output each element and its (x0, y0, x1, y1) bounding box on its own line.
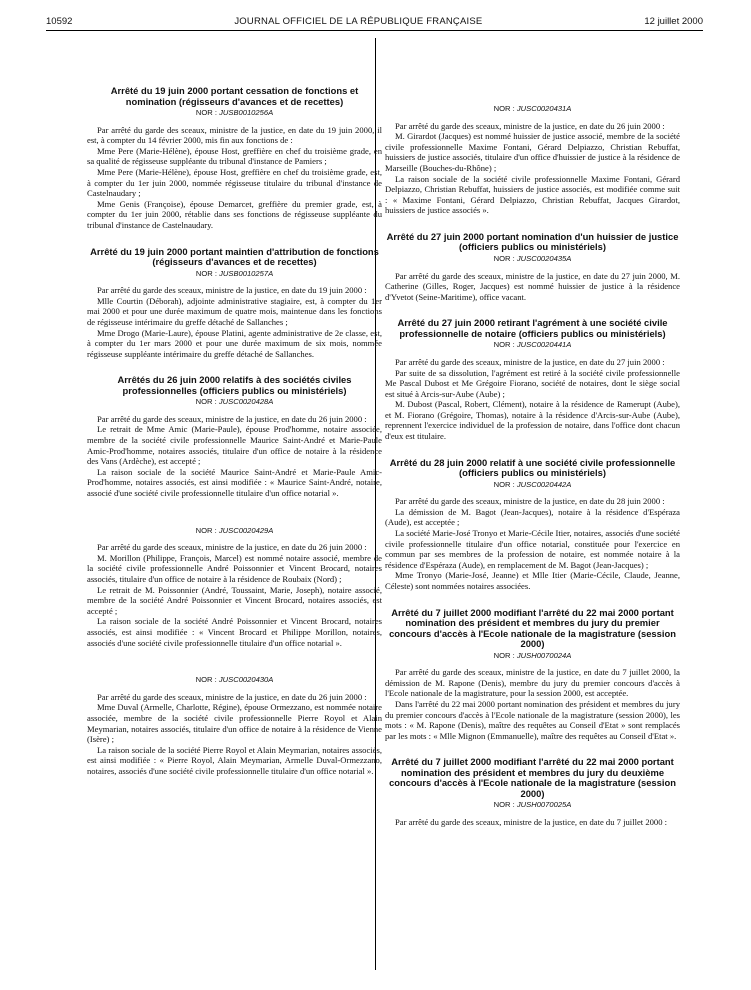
decree-paragraph: Par arrêté du garde des sceaux, ministre de la justice, en date du 26 juin 2000 : (97, 691, 367, 702)
section-title: Arrêté du 7 juillet 2000 modifiant l'arrêté du 22 mai 2000 portant nomination des président et membres du jury du deuxième concours d'accès à l'Ecole nationale de la magistrature (session 2000) (389, 756, 676, 799)
decree-paragraph: Dans l'arrêté du 22 mai 2000 portant nomination des président et membres du jury du premier concours d'accès à l'Ecole nationale de la magistrature (session 2000), les mots : « M. Rapone (Denis), maître des requêtes au Conseil d'Etat » sont remplacés par les mots : « Mlle Mignon (Emmanuelle), maître des requêtes au Conseil d'Etat ». (385, 698, 680, 741)
decree-section (87, 375, 382, 498)
decree-paragraph: Par arrêté du garde des sceaux, ministre de la justice, en date du 27 juin 2000 : (395, 356, 665, 367)
decree-paragraph: Par arrêté du garde des sceaux, ministre de la justice, en date du 26 juin 2000 : (97, 542, 367, 553)
nor-code: JUSH0070025A (516, 800, 572, 810)
decree-paragraph: La raison sociale de la société André Poissonnier et Vincent Brocard, notaires associés, est ainsi modifiée : « Vincent Brocard et Philippe Morillon, notaires, associés d'une société civile professionnelle titulaire d'un office notarial ». (87, 616, 382, 648)
decree-paragraph: Par arrêté du garde des sceaux, ministre de la justice, en date du 28 juin 2000 : (395, 496, 665, 507)
decree-paragraph: Mme Drogo (Marie-Laure), épouse Platini, agente administrative de 2e classe, est, à compter du 1er mars 2000 et pour une durée maximum de six mois, nommée régisseuse suppléante intérimaire du greffe détaché de Sallanches. (87, 327, 382, 359)
nor-reference (385, 480, 680, 491)
decree-paragraph: M. Morillon (Philippe, François, Marcel) est nommé notaire associé, membre de la société civile professionnelle André Poissonnier et Vincent Brocard, notaires associés, titulaire d'un office de notaire à la résidence de Roubaix (Nord) ; (87, 552, 382, 584)
nor-code: JUSC0020431A (516, 104, 572, 113)
nor-reference (385, 254, 680, 265)
nor-reference (87, 269, 382, 280)
decree-paragraph: Par suite de sa dissolution, l'agrément est retiré à la société civile professionnelle Me Pascal Dubost et Me Grégoire Fiorano, société de notaires, dont le siège social est situé à Arcis-sur-Aube (Aube) ; (385, 367, 680, 399)
decree-section (385, 93, 680, 216)
right-column (385, 93, 680, 844)
decree-paragraph: M. Dubost (Pascal, Robert, Clément), notaire à la résidence de Ramerupt (Aube), et M. Fiorano (Grégoire, Thomas), notaire à la résidence d'Arcis-sur-Aube (Aube), reprennent l'exercice individuel de la profession de notaire, dans l'office dont chacun d'eux est titulaire. (385, 399, 680, 442)
nor-reference (87, 108, 382, 119)
decree-paragraph: Mme Pere (Marie-Hélène), épouse Host, greffière en chef du troisième grade, est, à compter du 1er juin 2000, nommée régisseuse titulaire du tribunal d'instance de Castelnaudary ; (87, 166, 382, 199)
nor-label: NOR : (493, 650, 515, 660)
nor-label: NOR : (493, 479, 515, 489)
nor-code: JUSB0010256A (219, 108, 274, 117)
section-title: Arrêté du 27 juin 2000 portant nomination d'un huissier de justice (officiers publics ou ministériels) (386, 230, 679, 253)
left-column (87, 86, 382, 793)
decree-section (385, 757, 680, 827)
decree-paragraph: Mme Genis (Françoise), épouse Demarcet, greffière du premier grade, est, à compter du 1er juin 2000, rétablie dans ses fonctions de régisseuse suppléante du tribunal d'instance de Castelnaudary. (87, 198, 382, 230)
section-title: Arrêtés du 26 juin 2000 relatifs à des sociétés civiles professionnelles (officiers publics ou ministériels) (117, 374, 352, 396)
decree-paragraph: La raison sociale de la société civile professionnelle Maxime Fontani, Gérard Delpiazzo, Christian Rebuffat, huissiers de justice associés, est modifiée comme suit : « Maxime Fontani, Gérard Delpiazzo, Christian Rebuffat, Jacques Girardot, huissiers de justice associés ». (385, 173, 680, 216)
decree-paragraph: Le retrait de Mme Amic (Marie-Paule), épouse Prod'homme, notaire associée, membre de la société civile professionnelle Maurice Saint-André et Marie-Paule Amic-Prod'homme, notaires associés, titulaire d'un office de notaire à la résidence des Vans (Ardèche), est accepté ; (87, 424, 382, 467)
decree-paragraph: Par arrêté du garde des sceaux, ministre de la justice, en date du 26 juin 2000 : (395, 120, 665, 131)
nor-label: NOR : (195, 397, 217, 407)
nor-code: JUSC0020428A (218, 397, 274, 407)
nor-label: NOR : (195, 268, 217, 278)
decree-section (87, 247, 382, 360)
nor-reference (385, 800, 680, 811)
decree-section (385, 318, 680, 441)
nor-code: JUSB0010257A (219, 268, 274, 278)
section-title: Arrêté du 28 juin 2000 relatif à une société civile professionnelle (officiers publics ou ministériels) (389, 456, 676, 479)
nor-label: NOR : (195, 525, 217, 535)
nor-label: NOR : (493, 800, 515, 810)
decree-paragraph: La raison sociale de la société Maurice Saint-André et Marie-Paule Amic-Prod'homme, notaires associés, est ainsi modifiée : « Maurice Saint-André, notaire, associé d'une société civile professionnelle titulaire d'un office notarial ». (87, 466, 382, 499)
decree-paragraph: La raison sociale de la société Pierre Royol et Alain Meymarian, notaires associés, est ainsi modifiée : « Pierre Royol, Alain Meymarian, Armelle Duval-Ormezzano, notaires, associés d'une société civile professionnelle titulaire d'un office notarial ». (87, 744, 382, 776)
decree-paragraph: Par arrêté du garde des sceaux, ministre de la justice, en date du 27 juin 2000, M. Catherine (Gilles, Roger, Jacques) est nommé huissier de justice à la résidence d'Yvetot (Seine-Maritime), office vacant. (385, 270, 680, 302)
nor-reference (385, 651, 680, 662)
decree-section (87, 664, 382, 776)
decree-paragraph: M. Girardot (Jacques) est nommé huissier de justice associé, membre de la société civile professionnelle Maxime Fontani, Gérard Delpiazzo, Christian Rebuffat, huissiers de justice associés, titulaire d'un office d'huissier de justice à la résidence de Marseille (Bouches-du-Rhône) ; (385, 131, 680, 173)
decree-paragraph: La démission de M. Bagot (Jean-Jacques), notaire à la résidence d'Espéraza (Aude), est acceptée ; (385, 506, 680, 528)
decree-paragraph: Le retrait de M. Poissonnier (André, Toussaint, Marie, Joseph), notaire associé, membre de la société André Poissonnier et Vincent Brocard, notaires associés, est accepté ; (87, 584, 382, 616)
page-number: 10592 (46, 15, 73, 27)
decree-paragraph: Par arrêté du garde des sceaux, ministre de la justice, en date du 19 juin 2000 : (97, 285, 367, 296)
nor-code: JUSC0020429A (218, 525, 274, 535)
nor-code: JUSH0070024A (516, 650, 572, 660)
nor-label: NOR : (493, 253, 515, 263)
nor-label: NOR : (493, 104, 515, 113)
page-header (46, 14, 703, 28)
decree-section (385, 458, 680, 592)
section-title: Arrêté du 27 juin 2000 retirant l'agrément à une société civile professionnelle de notaire (officiers publics ou ministériels) (397, 317, 668, 339)
decree-section (385, 608, 680, 742)
decree-section (385, 232, 680, 302)
decree-paragraph: Mme Tronyo (Marie-José, Jeanne) et Mlle Itier (Marie-Cécile, Claude, Jeanne, Céleste) sont nommées notaires associées. (385, 570, 680, 591)
nor-label: NOR : (195, 108, 217, 117)
nor-label: NOR : (493, 340, 515, 350)
issue-date: 12 juillet 2000 (644, 15, 703, 27)
decree-section (87, 515, 382, 649)
nor-reference (385, 104, 680, 115)
decree-paragraph: Mme Pere (Marie-Hélène), épouse Host, greffière en chef du troisième grade, en sa qualité de régisseuse suppléante du tribunal d'instance de Pamiers ; (87, 145, 382, 167)
nor-code: JUSC0020435A (516, 253, 572, 263)
decree-paragraph: La société Marie-José Tronyo et Marie-Cécile Itier, notaires, associés d'une société civile professionnelle titulaire d'un office notarial, constituée pour l'exercice en commun par ses membres de la profession de notaire, est nommée notaire à la résidence d'Espéraza (Aude), en remplacement de M. Bagot (Jean-Jacques) ; (385, 528, 680, 570)
nor-reference (87, 675, 382, 686)
decree-paragraph: Mme Duval (Armelle, Charlotte, Régine), épouse Ormezzano, est nommée notaire associée, membre de la société civile professionnelle Pierre Royol et Alain Meymarian, notaires associés, titulaire d'un office de notaire à la résidence de Vienne (Isère) ; (87, 702, 382, 745)
section-title: Arrêté du 7 juillet 2000 modifiant l'arrêté du 22 mai 2000 portant nomination des président et membres du jury du premier concours d'accès à l'Ecole nationale de la magistrature (session 2000) (389, 606, 676, 650)
nor-reference (87, 526, 382, 537)
nor-code: JUSC0020442A (516, 479, 572, 489)
nor-label: NOR : (195, 675, 217, 685)
section-title: Arrêté du 19 juin 2000 portant maintien d'attribution de fonctions (régisseurs d'avances et de recettes) (90, 245, 379, 268)
nor-code: JUSC0020441A (516, 340, 572, 350)
nor-reference (87, 397, 382, 408)
decree-paragraph: Par arrêté du garde des sceaux, ministre de la justice, en date du 7 juillet 2000 : (395, 816, 668, 827)
decree-paragraph: Par arrêté du garde des sceaux, ministre de la justice, en date du 19 juin 2000, il est, à compter du 14 février 2000, mis fin aux fonctions de : (87, 124, 382, 146)
decree-paragraph: Par arrêté du garde des sceaux, ministre de la justice, en date du 7 juillet 2000, la démission de M. Rapone (Denis), membre du jury du premier concours d'accès à l'Ecole nationale de la magistrature, pour la session 2000, est acceptée. (385, 667, 680, 699)
decree-paragraph: Par arrêté du garde des sceaux, ministre de la justice, en date du 26 juin 2000 : (97, 413, 367, 424)
journal-title: JOURNAL OFFICIEL DE LA RÉPUBLIQUE FRANÇAISE (234, 15, 483, 27)
section-title: Arrêté du 19 juin 2000 portant cessation de fonctions et nomination (régisseurs d'avances et de recettes) (110, 85, 359, 107)
decree-paragraph: Mlle Courtin (Déborah), adjointe administrative stagiaire, est, à compter du 1er mai 2000 et pour une durée maximum de quatre mois, maintenue dans les fonctions de régisseuse intérimaire du greffe détaché de Sallanches ; (87, 295, 382, 327)
nor-code: JUSC0020430A (218, 675, 274, 685)
header-rule (46, 30, 703, 31)
decree-section (87, 86, 382, 231)
nor-reference (385, 340, 680, 351)
